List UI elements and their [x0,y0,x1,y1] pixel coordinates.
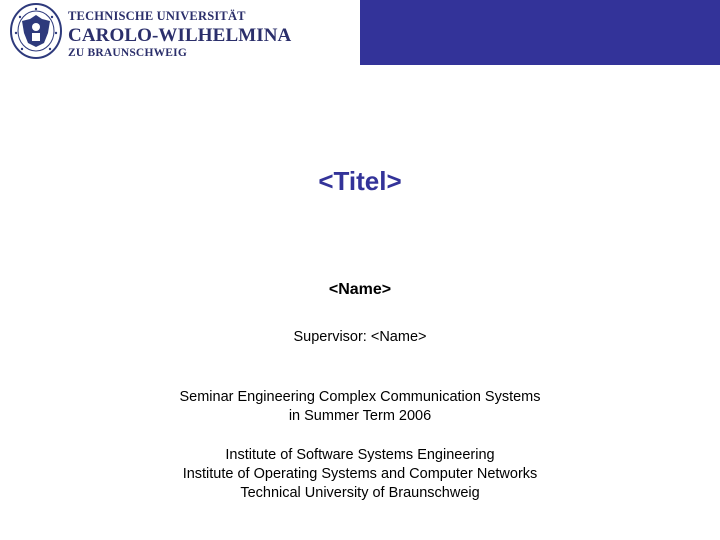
institute-line-1: Institute of Software Systems Engineering [225,447,495,463]
university-logo-wordmark [68,10,291,59]
logo-line-3: ZU BRAUNSCHWEIG [68,46,187,59]
slide-title: <Titel> [318,166,402,196]
seminar-line-2: in Summer Term 2006 [288,408,432,424]
logo-line-2: CAROLO-WILHELMINA [68,24,292,46]
institute-line-3: Technical University of Braunschweig [240,485,480,501]
institute-block [0,446,720,503]
header-accent-band [360,0,720,65]
seminar-line-1: Seminar Engineering Complex Communication Systems [179,389,541,405]
seminar-block [0,388,720,426]
supervisor-line: Supervisor: <Name> [293,329,427,345]
university-seal-icon [10,3,62,59]
institute-line-2: Institute of Operating Systems and Computer Networks [182,466,538,482]
logo-line-1: TECHNISCHE UNIVERSITÄT [68,9,246,23]
author-name: <Name> [328,281,392,298]
